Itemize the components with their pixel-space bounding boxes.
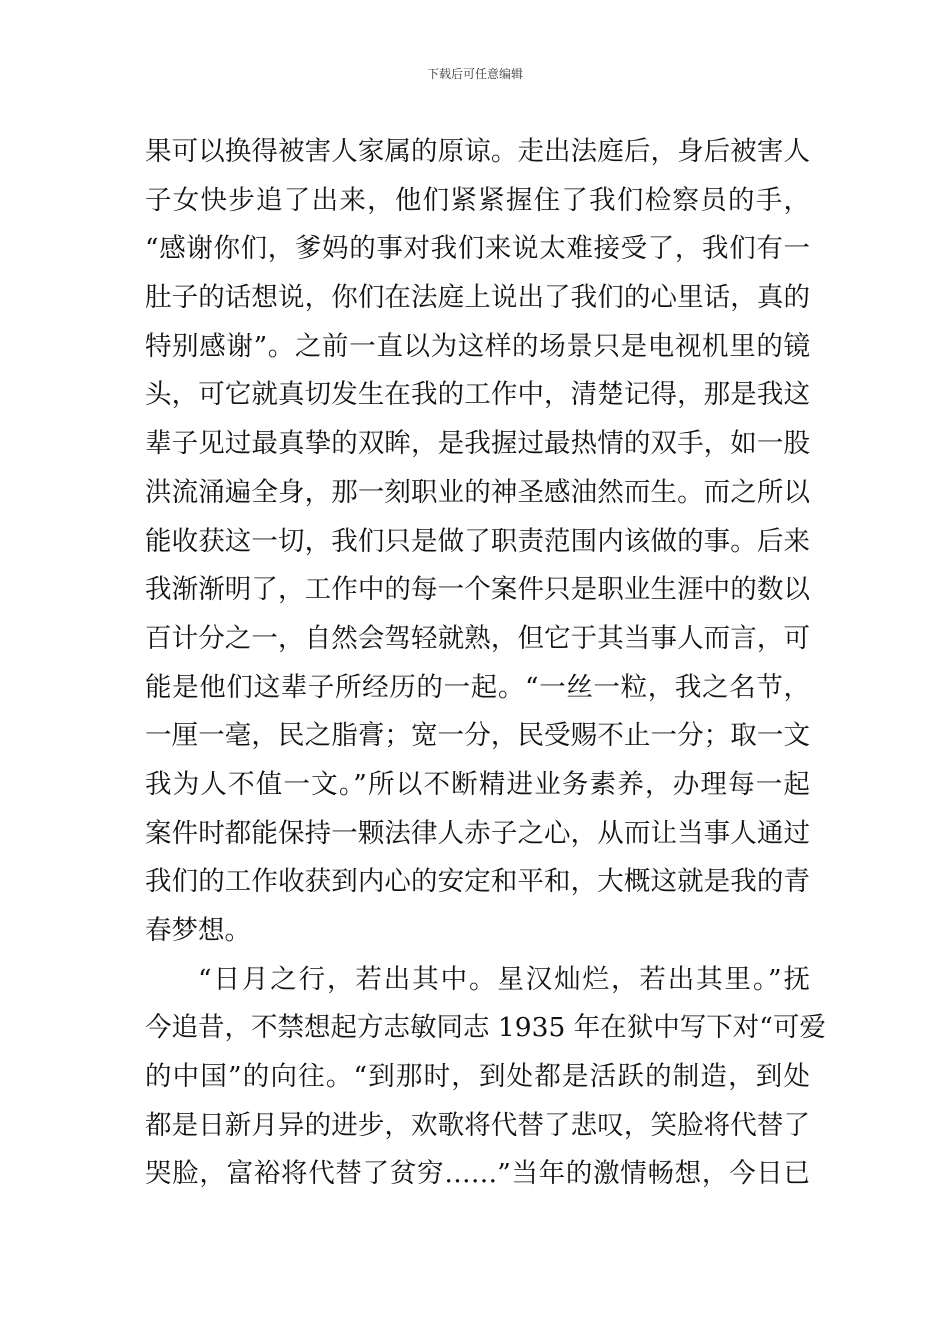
text-line: 头，可它就真切发生在我的工作中，清楚记得，那是我这	[145, 379, 810, 411]
paragraph	[145, 956, 826, 1199]
text-line: 哭脸，富裕将代替了贫穷……”当年的激情畅想，今日已	[145, 1158, 810, 1190]
text-line: 百计分之一，自然会驾轻就熟，但它于其当事人而言，可	[145, 622, 810, 654]
text-line: 我们的工作收获到内心的安定和平和，大概这就是我的青	[145, 866, 810, 898]
text-line: 特别感谢”。之前一直以为这样的场景只是电视机里的镜	[145, 330, 810, 362]
text-line: 案件时都能保持一颗法律人赤子之心，从而让当事人通过	[145, 817, 810, 849]
text-line: “感谢你们，爹妈的事对我们来说太难接受了，我们有一	[145, 233, 810, 265]
text-line: 春梦想。	[145, 915, 251, 946]
text-line: 一厘一毫，民之脂膏；宽一分，民受赐不止一分；取一文	[145, 720, 810, 752]
page-header: 下载后可任意编辑	[426, 67, 523, 81]
text-line: “日月之行，若出其中。星汉灿烂，若出其里。”抚	[198, 963, 810, 995]
text-line: 子女快步追了出来，他们紧紧握住了我们检察员的手，	[145, 184, 810, 216]
text-line: 肚子的话想说，你们在法庭上说出了我们的心里话，真的	[145, 282, 810, 314]
text-line: 辈子见过最真挚的双眸，是我握过最热情的双手，如一股	[145, 428, 810, 460]
text-line: 果可以换得被害人家属的原谅。走出法庭后，身后被害人	[145, 136, 810, 167]
paragraph	[145, 128, 810, 956]
text-line: 能收获这一切，我们只是做了职责范围内该做的事。后来	[145, 525, 810, 557]
text-line: 能是他们这辈子所经历的一起。“一丝一粒，我之名节，	[145, 671, 810, 703]
text-line: 的中国”的向往。“到那时，到处都是活跃的制造，到处	[145, 1061, 810, 1093]
text-line: 洪流涌遍全身，那一刻职业的神圣感油然而生。而之所以	[145, 476, 810, 508]
text-line: 都是日新月异的进步，欢歌将代替了悲叹，笑脸将代替了	[145, 1109, 810, 1141]
text-line: 我渐渐明了，工作中的每一个案件只是职业生涯中的数以	[145, 574, 810, 606]
text-line: 今追昔，不禁想起方志敏同志 1935 年在狱中写下对“可爱	[145, 1012, 826, 1044]
document-body	[145, 128, 826, 1199]
text-line: 我为人不值一文。”所以不断精进业务素养，办理每一起	[145, 768, 810, 800]
